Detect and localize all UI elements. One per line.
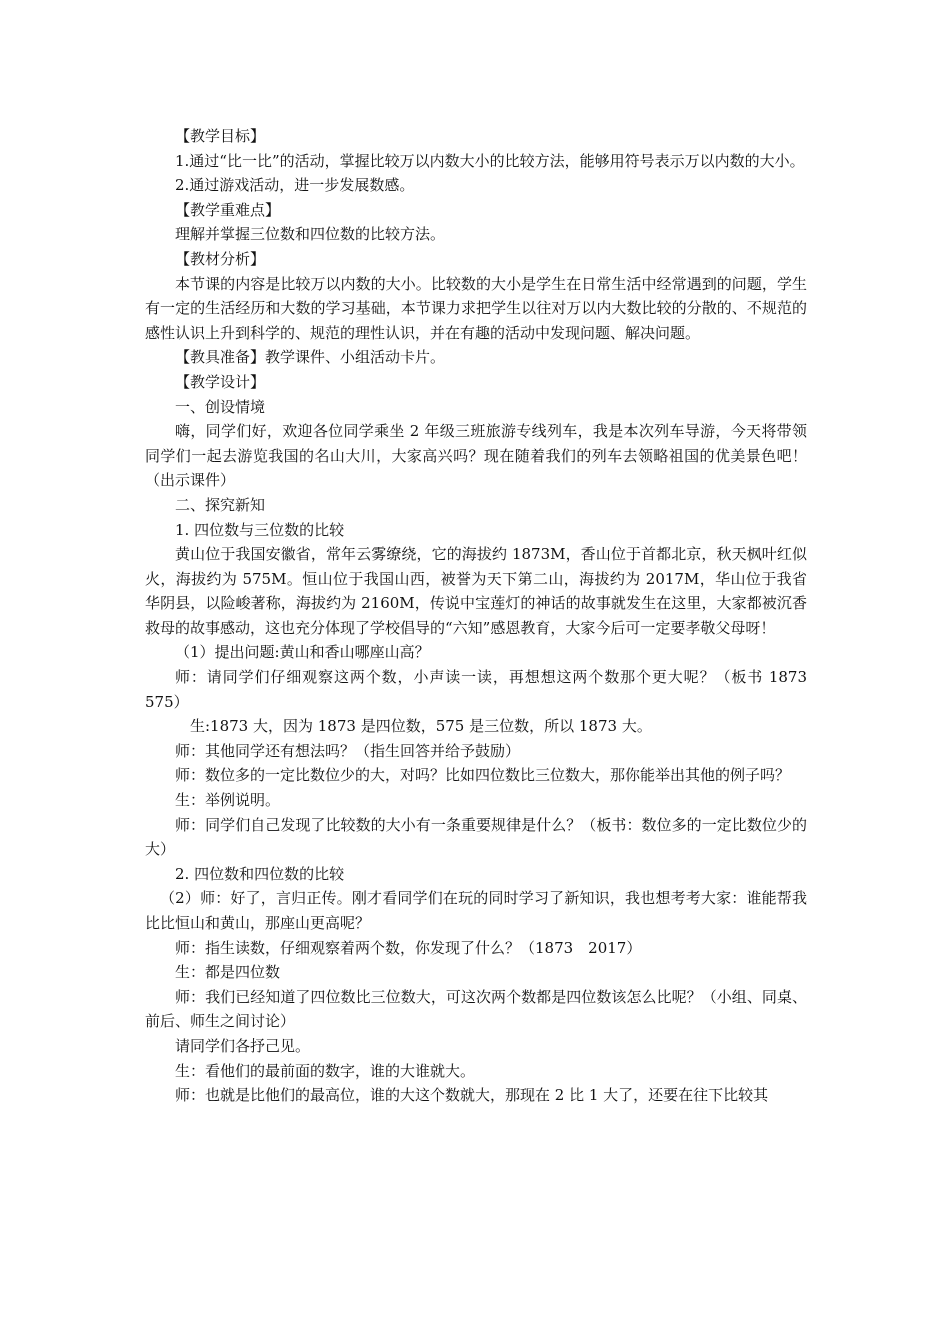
section-heading: 二、探究新知 [175, 495, 266, 514]
paragraph: 黄山位于我国安徽省，常年云雾缭绕，它的海拔约 1873M，香山位于首都北京，秋天枫叶红似火，海拔约为 575M。恒山位于我国山西，被誉为天下第二山，海拔约为 2017M，华山位于我省华阴县，以险峻著称，海拔约为 2160M，传说中宝莲灯的神话的故事就发生在这里，大家都被沉香救母的故事感动，这也充分体现了学校倡导的“六知”感恩教育，大家今后可一定要孝敬父母呀！ [145, 545, 807, 637]
heading-material-analysis: 【教材分析】 [175, 249, 266, 268]
dialogue-line: 生：看他们的最前面的数字，谁的大谁就大。 [175, 1061, 476, 1080]
heading-teaching-design: 【教学设计】 [175, 372, 266, 391]
subsection-heading: 2. 四位数和四位数的比较 [175, 864, 345, 883]
paragraph: （1）提出问题:黄山和香山哪座山高？ [175, 643, 430, 662]
dialogue-line: 师：数位多的一定比数位少的大，对吗？比如四位数比三位数大，那你能举出其他的例子吗？ [175, 766, 791, 785]
paragraph-teaching-aids: 【教具准备】教学课件、小组活动卡片。 [175, 348, 446, 367]
dialogue-line: 师：我们已经知道了四位数比三位数大，可这次两个数都是四位数该怎么比呢？（小组、同桌、前后、师生之间讨论） [145, 987, 807, 1031]
paragraph: 本节课的内容是比较万以内数的大小。比较数的大小是学生在日常生活中经常遇到的问题，学生有一定的生活经历和大数的学习基础，本节课力求把学生以往对万以内大数比较的分散的、不规范的感性认识上升到科学的、规范的理性认识，并在有趣的活动中发现问题、解决问题。 [145, 274, 807, 342]
dialogue-line: 师：请同学们仔细观察这两个数，小声读一读，再想想这两个数那个更大呢？（板书 1873 575） [145, 668, 823, 711]
paragraph: 2.通过游戏活动，进一步发展数感。 [175, 176, 415, 195]
heading-key-points: 【教学重难点】 [175, 200, 281, 219]
dialogue-line: 师：同学们自己发现了比较数的大小有一条重要规律是什么？（板书：数位多的一定比数位少的大） [145, 815, 807, 859]
document-body [145, 124, 823, 1108]
dialogue-line: 生：举例说明。 [175, 791, 281, 810]
paragraph: 嗨，同学们好，欢迎各位同学乘坐 2 年级三班旅游专线列车，我是本次列车导游，今天将带领同学们一起去游览我国的名山大川，大家高兴吗？现在随着我们的列车去领略祖国的优美景色吧！（出示课件） [145, 422, 807, 490]
section-heading: 一、创设情境 [175, 397, 266, 416]
dialogue-line: 师：也就是比他们的最高位，谁的大这个数就大，那现在 2 比 1 大了，还要在往下比较其 [175, 1086, 769, 1105]
dialogue-line: 请同学们各抒己见。 [175, 1036, 311, 1055]
heading-teaching-goals: 【教学目标】 [175, 127, 266, 145]
dialogue-line: （2）师：好了，言归正传。刚才看同学们在玩的同时学习了新知识，我也想考考大家：谁能帮我比比恒山和黄山，那座山更高呢？ [145, 889, 807, 932]
paragraph: 理解并掌握三位数和四位数的比较方法。 [175, 225, 446, 244]
subsection-heading: 1. 四位数与三位数的比较 [175, 520, 345, 539]
paragraph: 1.通过“比一比”的活动，掌握比较万以内数大小的比较方法，能够用符号表示万以内数的大小。 [175, 151, 805, 170]
dialogue-line: 师：指生读数，仔细观察着两个数，你发现了什么？（1873 2017） [175, 938, 642, 957]
dialogue-line: 生:1873 大，因为 1873 是四位数，575 是三位数，所以 1873 大。 [190, 717, 652, 736]
dialogue-line: 师：其他同学还有想法吗？（指生回答并给予鼓励） [175, 741, 521, 760]
dialogue-line: 生：都是四位数 [175, 963, 281, 982]
